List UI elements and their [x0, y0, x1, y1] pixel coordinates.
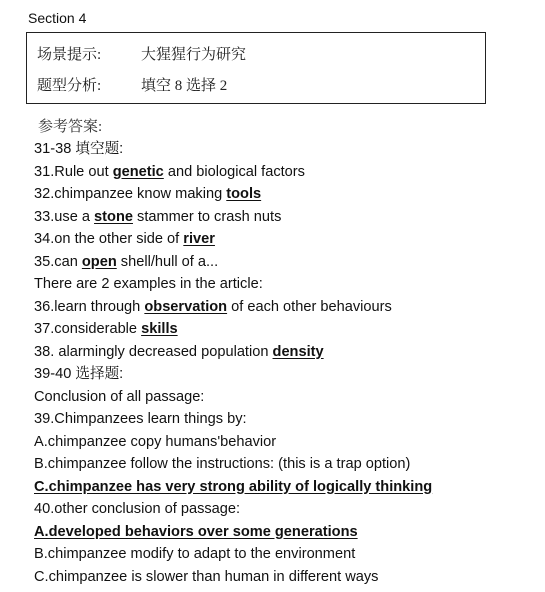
answer-keyword: C.chimpanzee has very strong ability of logically thinking [34, 478, 433, 495]
answer-line: 38. alarmingly decreased population density [34, 343, 324, 360]
answer-line: 33.use a stone stammer to crash nuts [34, 208, 282, 225]
answer-keyword: observation [144, 298, 228, 315]
answer-line: B.chimpanzee modify to adapt to the environment [34, 546, 356, 562]
answer-line [34, 476, 545, 499]
answer-line: 39-40 选择题: [34, 366, 124, 382]
info-box [26, 32, 486, 104]
answer-keyword: density [272, 343, 324, 360]
answer-line: 37.considerable skills [34, 321, 178, 337]
answer-line: Conclusion of all passage: [34, 388, 205, 405]
answer-keyword: genetic [112, 163, 164, 180]
answers-header: 参考答案: [38, 119, 103, 135]
answer-line: C.chimpanzee is slower than human in different ways [34, 568, 379, 585]
answer-line: 32.chimpanzee know making tools [34, 186, 262, 202]
answer-keyword: skills [141, 321, 178, 337]
answer-list [34, 116, 545, 588]
question-type-row [37, 74, 227, 95]
answer-line: 31.Rule out genetic and biological factors [34, 163, 305, 180]
answer-line: 36.learn through observation of each other behaviours [34, 298, 392, 315]
answer-line: 31-38 填空题: [34, 141, 124, 157]
scene-row [37, 43, 246, 64]
answer-line: B.chimpanzee follow the instructions: (this is a trap option) [34, 456, 411, 472]
answer-keyword: A.developed behaviors over some generations [34, 523, 358, 540]
answer-line: A.chimpanzee copy humans'behavior [34, 433, 277, 450]
answer-keyword: river [183, 231, 215, 247]
answer-line: There are 2 examples in the article: [34, 276, 263, 292]
scene-value: 大猩猩行为研究 [141, 47, 247, 63]
answer-line: 35.can open shell/hull of a... [34, 253, 219, 270]
answer-line [34, 521, 545, 544]
question-type-value: 填空 8 选择 2 [141, 78, 228, 94]
answer-line: 40.other conclusion of passage: [34, 501, 241, 517]
section-title: Section 4 [28, 10, 87, 26]
answer-keyword: stone [94, 208, 133, 225]
question-type-label: 题型分析: [37, 78, 102, 94]
answer-line: 39.Chimpanzees learn things by: [34, 411, 247, 427]
answer-keyword: open [81, 253, 117, 270]
scene-label: 场景提示: [37, 47, 102, 63]
answer-line: 34.on the other side of river [34, 231, 215, 247]
answer-keyword: tools [226, 186, 262, 202]
